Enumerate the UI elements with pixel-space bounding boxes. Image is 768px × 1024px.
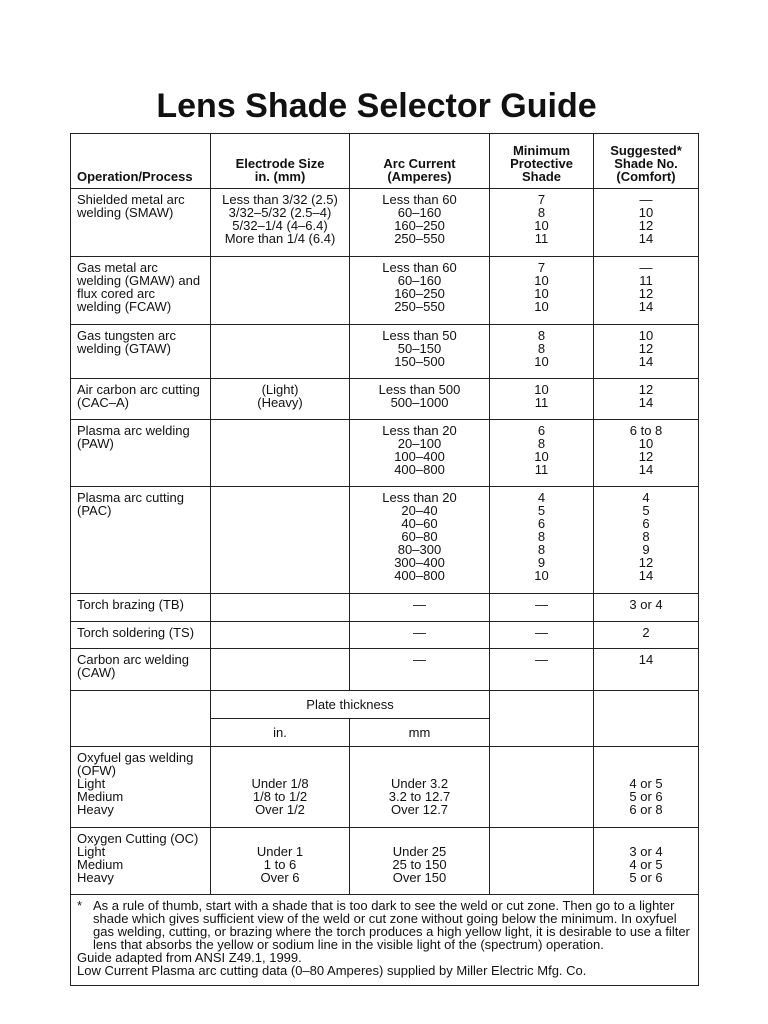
footnote (71, 895, 699, 986)
electrode-cell (211, 420, 350, 487)
page-title: Lens Shade Selector Guide (156, 87, 597, 125)
table-row (71, 325, 699, 379)
suggested-shade-cell: 4 5 6 8 9 12 14 (594, 487, 699, 594)
suggested-shade-cell: 4 or 5 5 or 6 6 or 8 (594, 747, 699, 828)
table-row (71, 828, 699, 895)
plate-unit-mm: mm (350, 719, 490, 747)
blank-cell (594, 691, 699, 747)
min-shade-cell: 7 10 10 10 (490, 257, 594, 325)
arc-current-cell: — (350, 649, 490, 691)
operation-cell: Torch brazing (TB) (71, 594, 211, 622)
operation-cell: Gas tungsten arc welding (GTAW) (71, 325, 211, 379)
min-shade-cell: 6 8 10 11 (490, 420, 594, 487)
suggested-shade-cell: — 10 12 14 (594, 189, 699, 257)
suggested-shade-cell: 2 (594, 622, 699, 649)
suggested-shade-cell: 14 (594, 649, 699, 691)
footnote-star-item (77, 899, 692, 951)
footnote-mark: * (77, 898, 83, 913)
operation-cell: Air carbon arc cutting (CAC–A) (71, 379, 211, 420)
arc-current-cell: — (350, 622, 490, 649)
electrode-cell: (Light) (Heavy) (211, 379, 350, 420)
table-row (71, 649, 699, 691)
electrode-cell (211, 649, 350, 691)
min-shade-cell: 8 8 10 (490, 325, 594, 379)
operation-cell: Gas metal arc welding (GMAW) and flux cored arc welding (FCAW) (71, 257, 211, 325)
electrode-cell (211, 487, 350, 594)
electrode-cell: Less than 3/32 (2.5) 3/32–5/32 (2.5–4) 5/32–1/4 (4–6.4) More than 1/4 (6.4) (211, 189, 350, 257)
footnote-source-ansi: Guide adapted from ANSI Z49.1, 1999. (77, 950, 302, 965)
operation-cell: Plasma arc cutting (PAC) (71, 487, 211, 594)
suggested-shade-cell: 6 to 8 10 12 14 (594, 420, 699, 487)
min-shade-cell (490, 747, 594, 828)
suggested-shade-cell: — 11 12 14 (594, 257, 699, 325)
arc-current-cell: Less than 60 60–160 160–250 250–550 (350, 189, 490, 257)
plate-in-cell: Under 1 1 to 6 Over 6 (211, 828, 350, 895)
header-electrode-size: Electrode Size in. (mm) (211, 134, 350, 189)
min-shade-cell: — (490, 649, 594, 691)
plate-thickness-row (71, 691, 699, 719)
header-operation: Operation/Process (71, 134, 211, 189)
footnote-row (71, 895, 699, 986)
operation-cell: Carbon arc welding (CAW) (71, 649, 211, 691)
suggested-shade-cell: 3 or 4 4 or 5 5 or 6 (594, 828, 699, 895)
table-row (71, 487, 699, 594)
electrode-cell (211, 594, 350, 622)
operation-cell: Plasma arc welding (PAW) (71, 420, 211, 487)
header-suggested-shade: Suggested* Shade No. (Comfort) (594, 134, 699, 189)
min-shade-cell: 7 8 10 11 (490, 189, 594, 257)
plate-mm-cell: Under 3.2 3.2 to 12.7 Over 12.7 (350, 747, 490, 828)
blank-cell (490, 691, 594, 747)
footnote-text: As a rule of thumb, start with a shade that is too dark to see the weld or cut zone. Then go to a lighter shade which gives sufficient view of the weld or cut zone without going below the minimum. In oxyfuel gas welding, cutting, or brazing where the torch produces a high yellow light, it is desirable to use a filter lens that absorbs the yellow or sodium line in the visible light of the (spectrum) operation. (93, 898, 690, 952)
electrode-cell (211, 325, 350, 379)
footnote-source-miller: Low Current Plasma arc cutting data (0–80 Amperes) supplied by Miller Electric Mfg. Co. (77, 963, 587, 978)
min-shade-cell (490, 828, 594, 895)
min-shade-cell: 10 11 (490, 379, 594, 420)
plate-mm-cell: Under 25 25 to 150 Over 150 (350, 828, 490, 895)
electrode-cell (211, 257, 350, 325)
table-row (71, 379, 699, 420)
arc-current-cell: Less than 20 20–40 40–60 60–80 80–300 300–400 400–800 (350, 487, 490, 594)
table-row (71, 189, 699, 257)
plate-thickness-label: Plate thickness (211, 691, 490, 719)
plate-unit-in: in. (211, 719, 350, 747)
operation-cell: Oxyfuel gas welding (OFW) Light Medium Heavy (71, 747, 211, 828)
table-row (71, 257, 699, 325)
plate-in-cell: Under 1/8 1/8 to 1/2 Over 1/2 (211, 747, 350, 828)
header-minimum-shade: Minimum Protective Shade (490, 134, 594, 189)
operation-cell: Torch soldering (TS) (71, 622, 211, 649)
arc-current-cell: — (350, 594, 490, 622)
lens-shade-table (70, 133, 699, 986)
suggested-shade-cell: 10 12 14 (594, 325, 699, 379)
operation-cell: Oxygen Cutting (OC) Light Medium Heavy (71, 828, 211, 895)
suggested-shade-cell: 3 or 4 (594, 594, 699, 622)
suggested-shade-cell: 12 14 (594, 379, 699, 420)
operation-cell: Shielded metal arc welding (SMAW) (71, 189, 211, 257)
min-shade-cell: 4 5 6 8 8 9 10 (490, 487, 594, 594)
table-row (71, 747, 699, 828)
electrode-cell (211, 622, 350, 649)
arc-current-cell: Less than 20 20–100 100–400 400–800 (350, 420, 490, 487)
header-row (71, 134, 699, 189)
blank-cell (71, 691, 211, 747)
table-row (71, 622, 699, 649)
table-row (71, 420, 699, 487)
arc-current-cell: Less than 500 500–1000 (350, 379, 490, 420)
header-arc-current: Arc Current (Amperes) (350, 134, 490, 189)
arc-current-cell: Less than 50 50–150 150–500 (350, 325, 490, 379)
table-row (71, 594, 699, 622)
min-shade-cell: — (490, 594, 594, 622)
arc-current-cell: Less than 60 60–160 160–250 250–550 (350, 257, 490, 325)
min-shade-cell: — (490, 622, 594, 649)
